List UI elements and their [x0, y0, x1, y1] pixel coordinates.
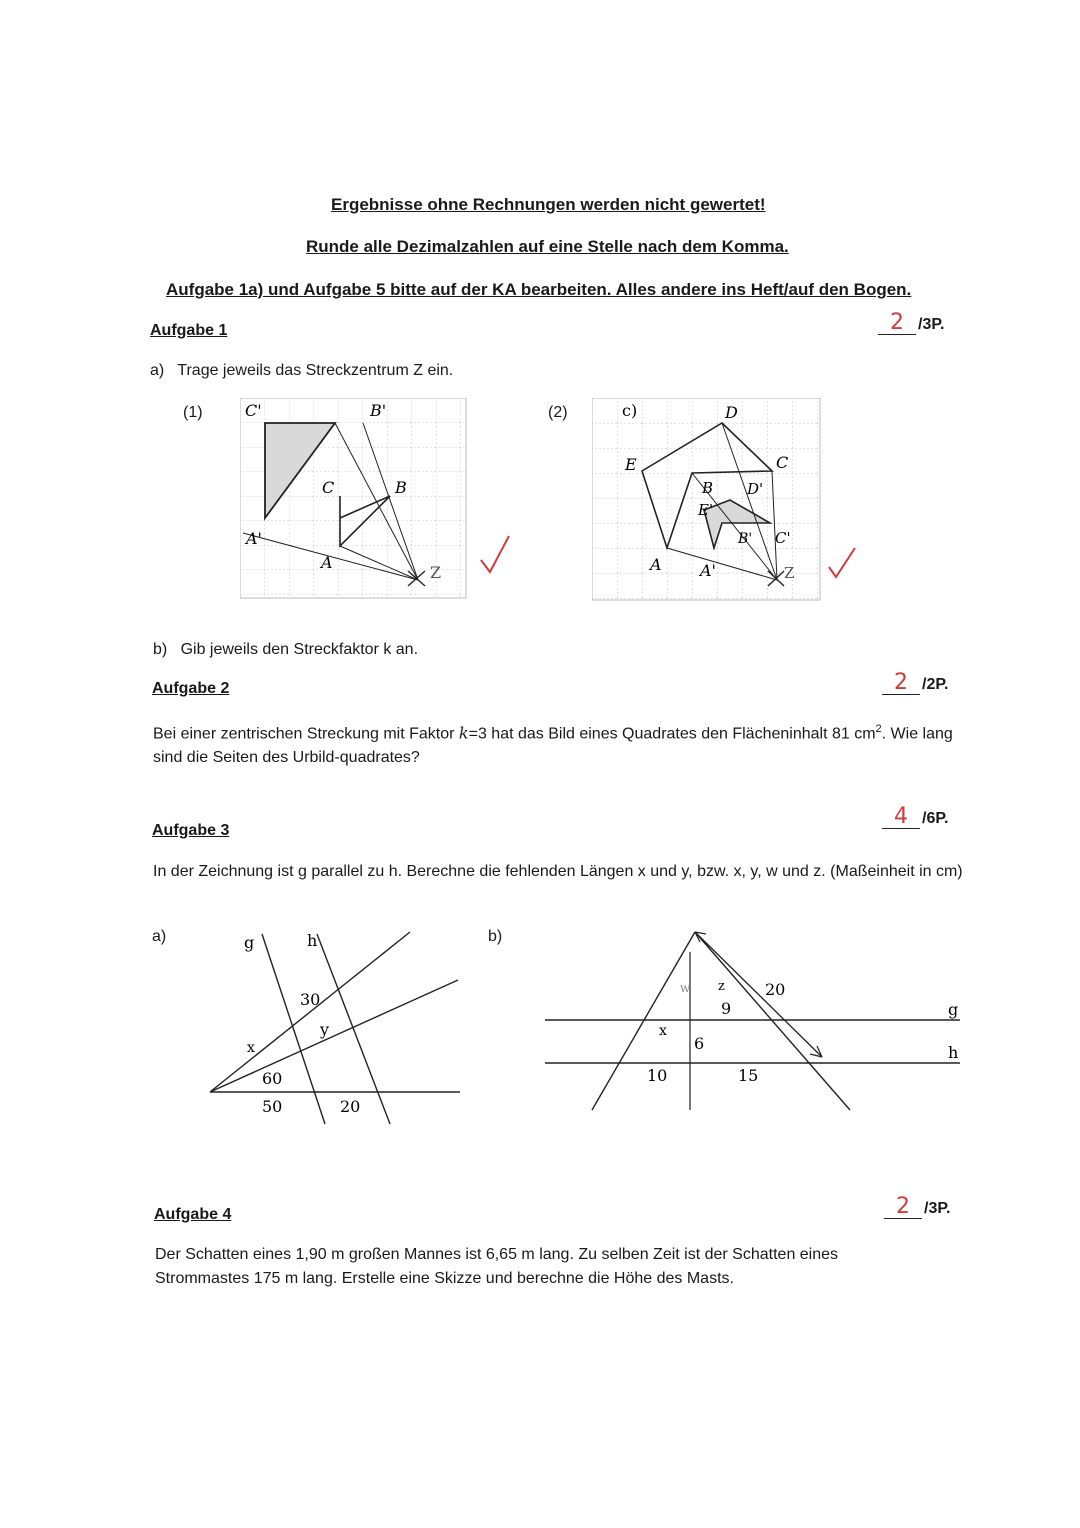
task1-title: Aufgabe 1 — [150, 322, 228, 339]
task2-text-mid: =3 hat das Bild eines Quadrates den Flächeninhalt 81 cm — [468, 725, 876, 743]
task1-part-b-text: Gib jeweils den Streckfaktor k an. — [180, 641, 419, 658]
fig2-label-e-prime: E' — [698, 501, 714, 519]
task4-text: Der Schatten eines 1,90 m großen Mannes ist 6,65 m lang. Zu selben Zeit ist der Schatten eines Strommastes 175 m lang. Erstelle eine Skizze und berechne die Höhe des Masts. — [155, 1246, 839, 1287]
fig3b-label-10: 10 — [647, 1066, 668, 1085]
task1-score-got: 2 — [878, 312, 916, 335]
fig3a-label-60: 60 — [262, 1069, 283, 1088]
fig2-label-b: B — [702, 479, 714, 497]
fig1-label-c-prime: C' — [245, 401, 262, 420]
fig3a-label-y: y — [320, 1020, 330, 1039]
task1-part-a-label: a) — [150, 362, 165, 379]
task2-k-var: k — [458, 723, 469, 743]
fig3a-label-g: g — [244, 933, 255, 952]
fig2-label-z: Z — [784, 564, 795, 582]
fig3a-label-h: h — [307, 931, 318, 950]
fig2-label-d: D — [725, 403, 738, 422]
task2-score — [882, 672, 948, 695]
fig2-label-d-prime: D' — [747, 480, 764, 498]
task1-figure-1 — [240, 398, 470, 600]
task3-part-b-label: b) — [488, 928, 503, 945]
fig2-label-b-prime: B' — [738, 531, 753, 547]
fig3a-label-50: 50 — [262, 1097, 283, 1116]
fig1-label-a: A — [321, 553, 333, 572]
task3-figure-b — [540, 922, 970, 1144]
task4-score-got: 2 — [884, 1196, 922, 1219]
task1-fig2-label: (2) — [548, 404, 568, 421]
task3-figure-a — [200, 922, 470, 1134]
fig1-label-c: C — [322, 478, 335, 497]
task1-score — [878, 312, 944, 335]
fig3b-label-x: x — [659, 1023, 667, 1039]
task4-score — [884, 1196, 950, 1219]
task3-title: Aufgabe 3 — [152, 822, 230, 839]
fig3a-label-x: x — [247, 1040, 255, 1056]
task4-score-total: /3P. — [924, 1200, 951, 1217]
task1-fig1-label: (1) — [183, 404, 203, 421]
task2-text-post: . Wie lang sind die Seiten des Urbild-quadrates? — [153, 725, 953, 767]
task1-part-a — [150, 359, 453, 383]
task2-text — [153, 717, 965, 770]
fig1-label-b-prime: B' — [370, 401, 387, 420]
task2-sup: 2 — [875, 723, 882, 735]
fig3a-label-30: 30 — [300, 990, 321, 1009]
fig1-label-a-prime: A' — [246, 529, 262, 548]
task2-title: Aufgabe 2 — [152, 680, 230, 697]
fig1-label-z: Z — [430, 563, 442, 582]
task4-title: Aufgabe 4 — [154, 1206, 232, 1223]
header-line-3: Aufgabe 1a) und Aufgabe 5 bitte auf der KA bearbeiten. Alles andere ins Heft/auf den Bogen. — [166, 280, 912, 299]
task1-figure-2 — [592, 398, 822, 602]
task3-score — [882, 806, 948, 829]
task3-score-total: /6P. — [922, 810, 949, 827]
fig2-label-c-paren: c) — [622, 401, 638, 420]
fig3b-label-w: w — [680, 981, 691, 995]
task3-score-got: 4 — [882, 806, 920, 829]
task1-part-b-label: b) — [153, 641, 168, 658]
task2-score-got: 2 — [882, 672, 920, 695]
fig3b-label-z: z — [718, 979, 725, 994]
fig2-label-c-prime: C' — [775, 529, 791, 547]
fig2-label-c: C — [776, 453, 789, 472]
fig3b-label-20: 20 — [765, 980, 786, 999]
task3-part-a-label: a) — [152, 928, 167, 945]
task2-score-total: /2P. — [922, 676, 949, 693]
task1-score-total: /3P. — [918, 316, 945, 333]
fig2-label-e: E — [625, 455, 637, 474]
fig2-label-a: A — [650, 555, 662, 574]
task1-part-b — [153, 638, 418, 662]
task2-text-pre: Bei einer zentrischen Streckung mit Faktor — [153, 725, 459, 743]
fig3b-label-h: h — [948, 1043, 959, 1062]
header-line-2: Runde alle Dezimalzahlen auf eine Stelle nach dem Komma. — [306, 237, 789, 256]
task3-text: In der Zeichnung ist g parallel zu h. Berechne die fehlenden Längen x und y, bzw. x, y, w und z. (Maßeinheit in cm) — [153, 863, 963, 880]
check-mark-icon-2 — [826, 545, 858, 581]
header-line-1: Ergebnisse ohne Rechnungen werden nicht gewertet! — [331, 195, 766, 214]
fig3b-label-15: 15 — [738, 1066, 759, 1085]
fig3b-label-9: 9 — [721, 999, 732, 1018]
fig2-label-a-prime: A' — [700, 561, 716, 580]
check-mark-icon — [478, 532, 512, 578]
fig1-label-b: B — [395, 478, 407, 497]
fig3b-label-6: 6 — [694, 1034, 705, 1053]
fig3b-label-g: g — [948, 1000, 959, 1019]
task1-part-a-text: Trage jeweils das Streckzentrum Z ein. — [177, 362, 454, 379]
fig3a-label-20: 20 — [340, 1097, 361, 1116]
